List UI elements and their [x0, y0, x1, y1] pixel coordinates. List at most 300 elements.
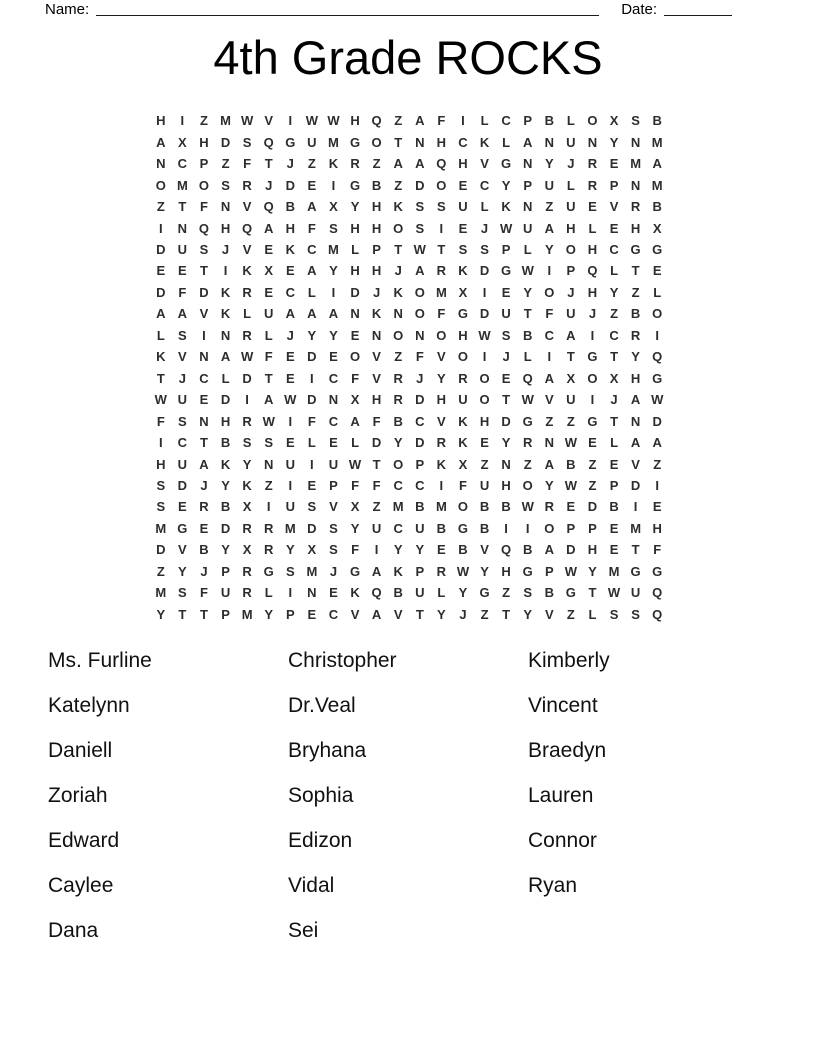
grid-letter: J — [567, 156, 575, 172]
grid-letter: W — [240, 113, 254, 129]
grid-letter: W — [607, 585, 621, 601]
grid-letter: E — [501, 370, 511, 386]
grid-letter: K — [242, 478, 252, 494]
grid-letter: B — [609, 499, 619, 515]
grid-letter: U — [371, 520, 382, 536]
grid-letter: R — [264, 542, 274, 558]
grid-letter: I — [310, 370, 314, 386]
grid-letter: V — [480, 542, 489, 558]
grid-letter: I — [288, 413, 293, 429]
grid-letter: T — [502, 392, 511, 408]
grid-letter: B — [393, 585, 403, 601]
grid-letter: A — [566, 327, 576, 343]
grid-letter: F — [458, 478, 467, 494]
grid-letter: L — [653, 284, 662, 300]
grid-letter: O — [349, 349, 361, 365]
grid-letter: H — [652, 520, 662, 536]
grid-letter: W — [521, 263, 534, 279]
grid-letter: Z — [610, 306, 619, 322]
grid-letter: B — [523, 542, 533, 558]
grid-letter: V — [178, 542, 187, 558]
grid-letter: E — [199, 392, 209, 408]
word-list-item: Daniell — [48, 738, 113, 762]
grid-letter: Y — [264, 606, 274, 622]
grid-letter: R — [242, 177, 252, 193]
grid-letter: V — [264, 113, 274, 129]
grid-letter: U — [523, 220, 533, 236]
grid-letter: W — [564, 478, 577, 494]
grid-letter: K — [501, 199, 511, 215]
grid-letter: D — [630, 478, 641, 494]
grid-letter: R — [544, 499, 554, 515]
grid-letter: K — [350, 585, 360, 601]
grid-letter: O — [414, 306, 425, 322]
grid-letter: C — [177, 156, 188, 172]
grid-letter: P — [221, 606, 230, 622]
grid-letter: T — [415, 606, 424, 622]
grid-letter: F — [351, 370, 360, 386]
grid-letter: R — [436, 263, 447, 279]
grid-letter: I — [374, 542, 379, 558]
grid-letter: F — [199, 199, 208, 215]
grid-letter: I — [547, 349, 552, 365]
grid-letter: E — [609, 220, 619, 236]
grid-letter: N — [587, 134, 598, 150]
grid-letter: O — [393, 327, 404, 343]
grid-letter: A — [264, 392, 274, 408]
grid-letter: A — [307, 199, 317, 215]
grid-letter: Y — [609, 134, 619, 150]
grid-letter: J — [416, 370, 424, 386]
grid-letter: V — [609, 199, 619, 215]
grid-letter: C — [609, 327, 619, 343]
grid-letter: D — [307, 349, 317, 365]
grid-letter: F — [545, 306, 554, 322]
grid-letter: L — [610, 263, 619, 279]
grid-letter: V — [544, 392, 554, 408]
grid-letter: S — [329, 520, 338, 536]
grid-letter: H — [371, 220, 382, 236]
grid-letter: J — [265, 177, 273, 193]
grid-letter: Q — [587, 263, 598, 279]
grid-letter: M — [241, 606, 253, 622]
grid-letter: U — [458, 199, 468, 215]
grid-letter: Q — [371, 585, 382, 601]
grid-letter: H — [156, 113, 166, 129]
grid-letter: O — [155, 177, 166, 193]
grid-letter: E — [285, 370, 295, 386]
word-list-column — [48, 638, 288, 953]
grid-letter: U — [415, 520, 425, 536]
grid-letter: O — [544, 520, 555, 536]
grid-letter: U — [566, 392, 576, 408]
grid-letter: Z — [394, 177, 403, 193]
grid-letter: K — [285, 241, 295, 257]
grid-letter: D — [220, 520, 231, 536]
grid-letter: K — [156, 349, 166, 365]
grid-letter: T — [264, 370, 273, 386]
grid-letter: C — [393, 478, 403, 494]
grid-letter: D — [156, 542, 166, 558]
grid-letter: X — [242, 542, 252, 558]
grid-letter: X — [652, 220, 662, 236]
grid-letter: I — [482, 284, 487, 300]
grid-letter: B — [523, 327, 533, 343]
grid-letter: S — [156, 499, 166, 515]
grid-letter: X — [609, 370, 619, 386]
grid-letter: M — [630, 520, 642, 536]
grid-letter: J — [588, 306, 597, 322]
grid-letter: X — [609, 113, 619, 129]
grid-letter: V — [393, 606, 403, 622]
grid-letter: Z — [372, 156, 381, 172]
grid-letter: V — [242, 199, 252, 215]
grid-letter: L — [523, 349, 532, 365]
grid-letter: D — [415, 177, 425, 193]
grid-letter: K — [371, 306, 382, 322]
grid-letter: Y — [285, 542, 295, 558]
grid-letter: L — [221, 370, 230, 386]
grid-letter: R — [264, 520, 274, 536]
grid-letter: H — [156, 456, 166, 472]
grid-letter: Y — [480, 563, 489, 579]
grid-letter: C — [328, 413, 339, 429]
grid-letter: N — [630, 413, 641, 429]
grid-letter: T — [566, 349, 575, 365]
grid-letter: R — [436, 435, 447, 451]
grid-letter: Y — [242, 456, 252, 472]
grid-letter: R — [242, 284, 252, 300]
grid-letter: L — [437, 585, 446, 601]
grid-letter: D — [220, 392, 231, 408]
grid-letter: P — [609, 478, 619, 494]
grid-letter: W — [521, 392, 534, 408]
grid-letter: A — [350, 413, 360, 429]
grid-letter: Z — [566, 606, 575, 622]
grid-letter: J — [480, 220, 489, 236]
grid-letter: A — [199, 456, 209, 472]
grid-letter: G — [349, 563, 361, 579]
grid-letter: X — [329, 199, 338, 215]
grid-letter: M — [435, 284, 447, 300]
grid-letter: N — [523, 156, 533, 172]
grid-letter: D — [156, 241, 166, 257]
grid-letter: N — [501, 456, 511, 472]
grid-letter: J — [286, 327, 294, 343]
grid-letter: D — [652, 413, 662, 429]
word-list-item: Vincent — [528, 693, 598, 717]
grid-letter: B — [458, 542, 468, 558]
grid-letter: U — [566, 134, 576, 150]
grid-letter: T — [199, 435, 208, 451]
grid-letter: J — [502, 349, 510, 365]
grid-letter: E — [285, 435, 295, 451]
grid-letter: E — [199, 520, 209, 536]
grid-letter: W — [348, 456, 362, 472]
grid-letter: H — [501, 563, 511, 579]
grid-letter: A — [371, 606, 382, 622]
grid-letter: F — [372, 478, 381, 494]
grid-letter: N — [393, 306, 403, 322]
grid-letter: S — [307, 499, 317, 515]
grid-letter: A — [393, 156, 403, 172]
grid-letter: I — [158, 220, 163, 236]
grid-letter: L — [264, 585, 273, 601]
grid-letter: E — [652, 263, 662, 279]
grid-letter: Y — [501, 177, 511, 193]
grid-letter: A — [307, 306, 317, 322]
grid-letter: N — [544, 134, 554, 150]
grid-letter: M — [630, 156, 642, 172]
grid-letter: J — [200, 563, 208, 579]
grid-letter: J — [459, 606, 467, 622]
grid-letter: F — [307, 220, 316, 236]
grid-letter: C — [479, 177, 490, 193]
grid-letter: S — [242, 435, 252, 451]
word-list-item: Ryan — [528, 873, 578, 897]
grid-letter: R — [242, 585, 252, 601]
grid-letter: N — [630, 134, 641, 150]
grid-letter: Z — [394, 113, 403, 129]
grid-letter: E — [329, 349, 338, 365]
grid-letter: Z — [307, 156, 316, 172]
grid-letter: S — [631, 606, 640, 622]
grid-letter: L — [307, 284, 316, 300]
grid-letter: B — [415, 499, 425, 515]
grid-letter: P — [285, 606, 295, 622]
grid-letter: Q — [263, 199, 274, 215]
grid-letter: N — [371, 327, 382, 343]
grid-letter: R — [587, 177, 598, 193]
grid-letter: O — [393, 456, 404, 472]
grid-letter: M — [608, 563, 620, 579]
grid-letter: L — [588, 606, 597, 622]
grid-letter: T — [156, 370, 165, 386]
grid-letter: Z — [199, 113, 208, 129]
grid-letter: T — [178, 606, 187, 622]
grid-letter: I — [331, 284, 336, 300]
grid-letter: R — [393, 392, 403, 408]
grid-letter: Y — [523, 284, 533, 300]
grid-letter: S — [221, 177, 230, 193]
grid-letter: J — [178, 370, 186, 386]
grid-letter: Y — [458, 585, 468, 601]
grid-letter: N — [220, 327, 231, 343]
grid-letter: U — [458, 392, 468, 408]
grid-letter: V — [372, 370, 381, 386]
grid-letter: T — [372, 456, 381, 472]
grid-letter: A — [630, 435, 641, 451]
grid-letter: E — [285, 263, 295, 279]
grid-letter: Q — [242, 220, 253, 236]
grid-letter: S — [264, 435, 274, 451]
grid-letter: C — [307, 241, 317, 257]
grid-letter: B — [479, 499, 490, 515]
grid-letter: X — [264, 263, 274, 279]
grid-letter: N — [156, 156, 166, 172]
grid-letter: E — [609, 520, 619, 536]
grid-letter: V — [631, 456, 640, 472]
grid-letter: P — [221, 563, 230, 579]
grid-letter: E — [458, 220, 468, 236]
grid-letter: U — [479, 478, 490, 494]
word-list-item: Edward — [48, 828, 120, 852]
grid-letter: D — [242, 370, 252, 386]
grid-letter: Z — [566, 413, 575, 429]
grid-letter: H — [630, 370, 641, 386]
grid-letter: X — [350, 499, 360, 515]
grid-letter: T — [199, 263, 208, 279]
grid-letter: M — [328, 134, 339, 150]
grid-letter: F — [307, 413, 316, 429]
grid-letter: I — [655, 327, 660, 343]
grid-letter: O — [479, 392, 490, 408]
grid-letter: Q — [371, 113, 382, 129]
grid-letter: L — [156, 327, 165, 343]
grid-letter: A — [307, 263, 317, 279]
grid-letter: M — [435, 499, 447, 515]
grid-letter: J — [200, 478, 208, 494]
grid-letter: P — [588, 520, 597, 536]
grid-letter: D — [479, 263, 490, 279]
grid-letter: O — [522, 478, 533, 494]
grid-letter: Z — [156, 563, 165, 579]
grid-letter: I — [288, 478, 293, 494]
grid-letter: U — [220, 585, 231, 601]
grid-letter: Y — [350, 199, 360, 215]
grid-letter: Y — [393, 542, 403, 558]
grid-letter: Z — [523, 456, 532, 472]
grid-letter: A — [544, 542, 554, 558]
grid-letter: M — [651, 134, 663, 150]
grid-letter: L — [566, 177, 575, 193]
grid-letter: G — [457, 520, 469, 536]
grid-letter: A — [371, 563, 382, 579]
grid-letter: U — [566, 199, 576, 215]
word-list-item: Katelynn — [48, 693, 130, 717]
grid-letter: F — [415, 349, 424, 365]
grid-letter: E — [264, 241, 274, 257]
grid-letter: Z — [631, 284, 640, 300]
grid-letter: S — [523, 585, 533, 601]
grid-letter: W — [413, 241, 426, 257]
grid-letter: B — [652, 113, 662, 129]
grid-letter: H — [371, 199, 382, 215]
grid-letter: N — [328, 392, 339, 408]
grid-letter: D — [177, 478, 188, 494]
grid-letter: D — [566, 542, 576, 558]
grid-letter: U — [285, 499, 295, 515]
grid-letter: Y — [329, 327, 338, 343]
grid-letter: V — [372, 349, 381, 365]
grid-letter: I — [288, 585, 293, 601]
grid-letter: C — [415, 413, 425, 429]
grid-letter: S — [609, 606, 619, 622]
grid-letter: G — [177, 520, 188, 536]
grid-letter: S — [501, 327, 511, 343]
grid-letter: Z — [653, 456, 662, 472]
grid-letter: L — [480, 199, 489, 215]
grid-letter: G — [652, 241, 663, 257]
grid-letter: Y — [329, 263, 338, 279]
grid-letter: B — [630, 306, 641, 322]
grid-letter: F — [437, 113, 446, 129]
grid-letter: G — [652, 563, 663, 579]
grid-letter: E — [156, 263, 166, 279]
grid-letter: Q — [652, 606, 663, 622]
grid-letter: R — [630, 327, 641, 343]
grid-letter: U — [544, 177, 554, 193]
grid-letter: G — [501, 263, 512, 279]
grid-letter: G — [565, 585, 576, 601]
grid-letter: Y — [437, 370, 446, 386]
grid-letter: A — [523, 134, 533, 150]
grid-letter: N — [199, 413, 209, 429]
grid-letter: B — [652, 199, 662, 215]
grid-letter: K — [458, 413, 468, 429]
grid-letter: T — [588, 585, 597, 601]
grid-letter: O — [565, 241, 576, 257]
grid-letter: V — [242, 241, 252, 257]
grid-letter: N — [350, 306, 360, 322]
grid-letter: N — [544, 435, 554, 451]
grid-letter: B — [393, 413, 403, 429]
grid-letter: C — [328, 370, 339, 386]
date-label: Date: — [621, 1, 658, 18]
header-row — [45, 0, 771, 24]
grid-letter: N — [199, 349, 209, 365]
grid-letter: I — [439, 478, 444, 494]
grid-letter: I — [439, 220, 444, 236]
grid-letter: V — [329, 499, 338, 515]
grid-letter: G — [652, 370, 663, 386]
word-list-item: Bryhana — [288, 738, 367, 762]
grid-letter: R — [350, 156, 360, 172]
grid-letter: P — [415, 456, 425, 472]
grid-letter: N — [220, 199, 231, 215]
grid-letter: V — [480, 156, 489, 172]
grid-letter: S — [329, 542, 338, 558]
word-list — [48, 638, 768, 953]
grid-letter: C — [285, 284, 295, 300]
grid-letter: A — [264, 220, 274, 236]
grid-letter: H — [587, 241, 598, 257]
grid-letter: R — [393, 370, 403, 386]
grid-letter: H — [350, 263, 360, 279]
grid-letter: E — [588, 435, 597, 451]
grid-letter: R — [436, 563, 447, 579]
grid-letter: P — [199, 156, 209, 172]
grid-letter: O — [652, 306, 663, 322]
grid-letter: N — [177, 220, 188, 236]
grid-letter: V — [437, 413, 446, 429]
grid-letter: W — [305, 113, 318, 129]
grid-letter: Y — [350, 520, 360, 536]
grid-letter: K — [220, 284, 231, 300]
grid-letter: S — [415, 199, 425, 215]
grid-letter: R — [242, 563, 252, 579]
page-title: 4th Grade ROCKS — [213, 31, 603, 84]
grid-letter: F — [156, 413, 165, 429]
grid-letter: Z — [545, 413, 554, 429]
grid-letter: A — [415, 156, 425, 172]
grid-letter: K — [393, 199, 403, 215]
grid-letter: B — [501, 499, 511, 515]
grid-letter: T — [394, 134, 403, 150]
grid-letter: A — [156, 134, 166, 150]
grid-letter: H — [350, 220, 360, 236]
grid-letter: E — [480, 435, 489, 451]
